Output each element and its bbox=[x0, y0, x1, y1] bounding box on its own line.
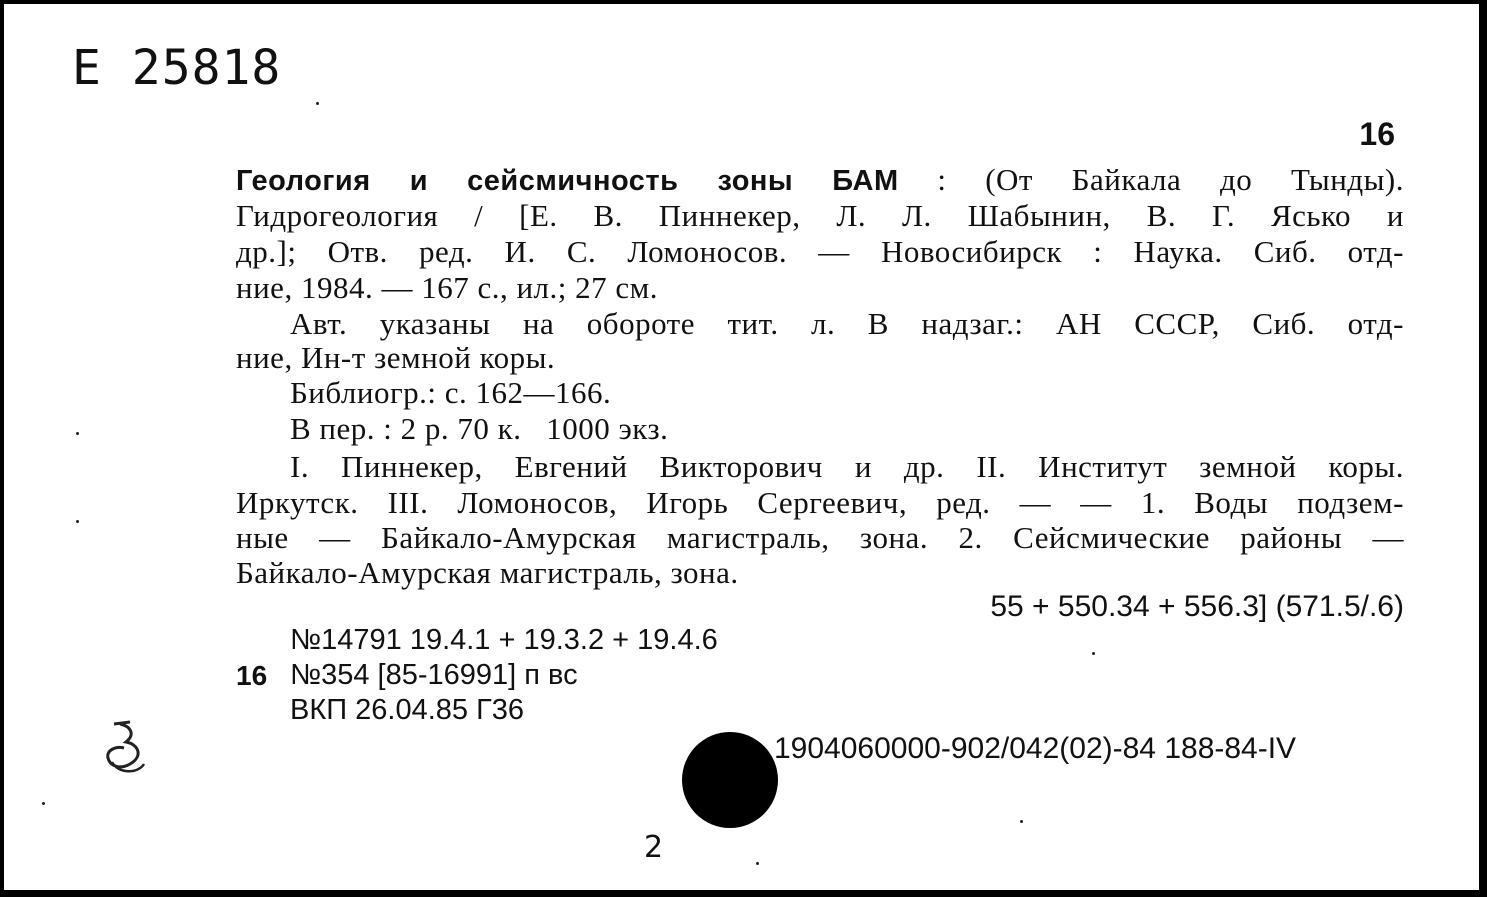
speck bbox=[316, 102, 319, 105]
order-number: №354 [85-16991] п вс bbox=[290, 659, 578, 691]
speck bbox=[1020, 820, 1023, 823]
tracing-line-3: ные — Байкало-Амурская магистраль, зона. 2. Сейсмические районы — bbox=[236, 520, 1404, 555]
copy-count: 16 bbox=[236, 660, 268, 691]
speck bbox=[1092, 652, 1095, 655]
isbn-line: 1904060000-902/042(02)-84 188-84-IV bbox=[774, 732, 1297, 765]
punch-hole bbox=[682, 732, 778, 828]
price-note: В пер. : 2 р. 70 к. 1000 экз. bbox=[290, 411, 669, 446]
title-rest: : (От Байкала до Тынды). bbox=[898, 162, 1404, 197]
description-line-1: Гидрогеология / [Е. В. Пиннекер, Л. Л. Шабынин, В. Г. Ясько и bbox=[236, 198, 1404, 233]
note-line-1: Авт. указаны на обороте тит. л. В надзаг.: АН СССР, Сиб. отд- bbox=[290, 306, 1404, 341]
speck bbox=[76, 432, 79, 435]
title-bold: Геология и сейсмичность зоны БАМ bbox=[236, 165, 899, 197]
tracing-line-2: Иркутск. III. Ломоносов, Игорь Сергеевич, ред. — — 1. Воды подзем- bbox=[236, 485, 1404, 520]
speck bbox=[756, 862, 759, 865]
library-stamp-icon bbox=[100, 716, 152, 783]
accession-number: №14791 19.4.1 + 19.3.2 + 19.4.6 bbox=[290, 624, 718, 656]
bibliography-note: Библиогр.: с. 162—166. bbox=[290, 375, 612, 410]
catalog-card bbox=[4, 4, 1485, 894]
tracing-line-4: Байкало-Амурская магистраль, зона. bbox=[236, 555, 739, 590]
call-number: Е 25818 bbox=[72, 40, 282, 96]
speck bbox=[42, 802, 45, 805]
section-number: 16 bbox=[1359, 116, 1395, 152]
description-line-2: др.]; Отв. ред. И. С. Ломоносов. — Новосибирск : Наука. Сиб. отд- bbox=[236, 234, 1404, 269]
classification-index: 55 + 550.34 + 556.3] (571.5/.6) bbox=[990, 590, 1404, 623]
handwritten-mark: 2 bbox=[644, 830, 664, 865]
vkp-stamp-text: ВКП 26.04.85 Г36 bbox=[290, 694, 525, 726]
title-line bbox=[236, 162, 1404, 199]
tracing-line-1: I. Пиннекер, Евгений Викторович и др. II. Институт земной коры. bbox=[290, 449, 1404, 484]
speck bbox=[76, 520, 79, 523]
description-line-3: ние, 1984. — 167 с., ил.; 27 см. bbox=[236, 270, 658, 305]
note-line-2: ние, Ин-т земной коры. bbox=[236, 340, 556, 375]
